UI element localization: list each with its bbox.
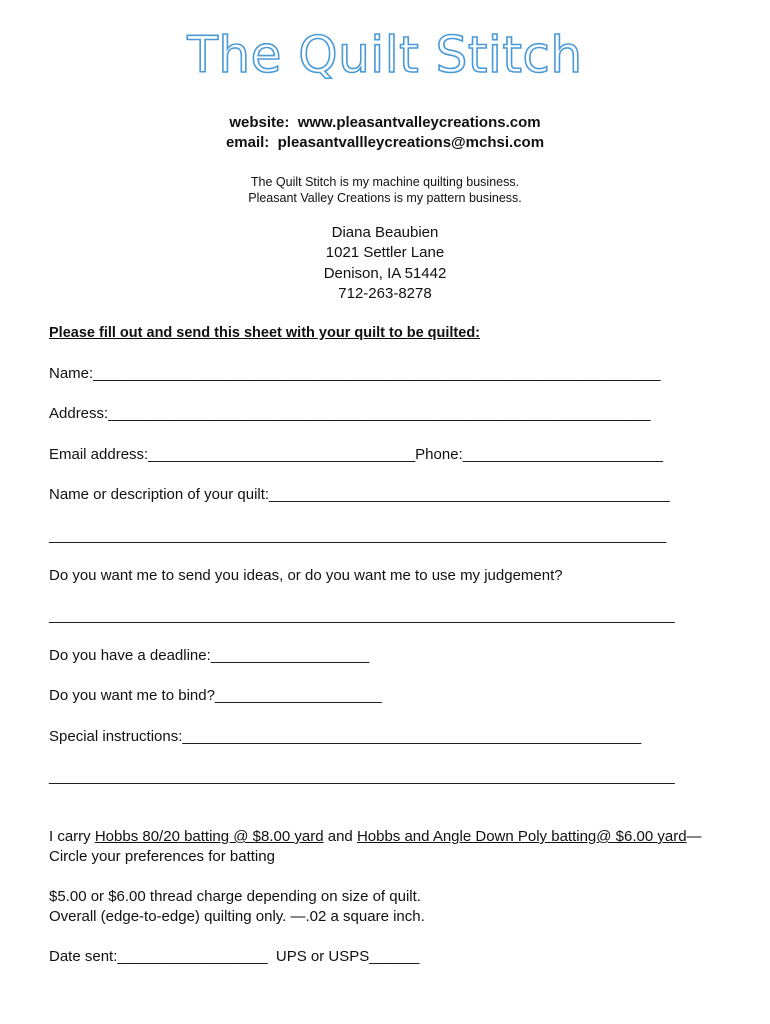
email-line: email: pleasantvallleycreations@mchsi.com <box>225 134 545 151</box>
batting-preference-note: Circle your preferences for batting <box>49 848 275 865</box>
batting-option-poly: Hobbs and Angle Down Poly batting@ $6.00 yard <box>356 828 687 845</box>
business-note-1: The Quilt Stitch is my machine quilting business. <box>250 175 520 189</box>
quilting-rate: Overall (edge-to-edge) quilting only. —.02 a square inch. <box>49 908 425 925</box>
quilt-description-field: Name or description of your quilt:________________________________________________ <box>49 486 670 503</box>
address-field: Address:_________________________________________________________________ <box>49 405 651 422</box>
contact-name: Diana Beaubien <box>331 224 439 241</box>
business-note-2: Pleasant Valley Creations is my pattern business. <box>248 191 522 205</box>
email-phone-field: Email address:________________________________Phone:________________________ <box>49 446 663 463</box>
batting-option-hobbs-80-20: Hobbs 80/20 batting @ $8.00 yard <box>94 828 324 845</box>
thread-charge: $5.00 or $6.00 thread charge depending on size of quilt. <box>49 888 421 905</box>
batting-suffix: — <box>686 828 702 845</box>
page-title: The Quilt Stitch <box>187 26 583 84</box>
quilt-description-continued: __________________________________________________________________________ <box>49 527 667 544</box>
ideas-question: Do you want me to send you ideas, or do you want me to use my judgement? <box>49 567 563 584</box>
ideas-answer-field: ___________________________________________________________________________ <box>49 607 675 624</box>
date-sent-field: Date sent:__________________ UPS or USPS______ <box>49 948 420 965</box>
batting-options <box>49 828 702 845</box>
contact-city: Denison, IA 51442 <box>323 265 447 282</box>
website-line: website: www.pleasantvalleycreations.com <box>229 114 541 131</box>
name-field: Name:____________________________________________________________________ <box>49 365 661 382</box>
batting-prefix: I carry <box>49 828 95 845</box>
batting-middle: and <box>323 828 357 845</box>
special-instructions-field: Special instructions:_______________________________________________________ <box>49 728 642 745</box>
deadline-field: Do you have a deadline:___________________ <box>49 647 370 664</box>
contact-phone: 712-263-8278 <box>338 285 432 302</box>
special-instructions-continued: ___________________________________________________________________________ <box>49 768 675 785</box>
bind-field: Do you want me to bind?____________________ <box>49 687 382 704</box>
contact-street: 1021 Settler Lane <box>325 244 445 261</box>
form-instruction: Please fill out and send this sheet with your quilt to be quilted: <box>49 325 481 341</box>
